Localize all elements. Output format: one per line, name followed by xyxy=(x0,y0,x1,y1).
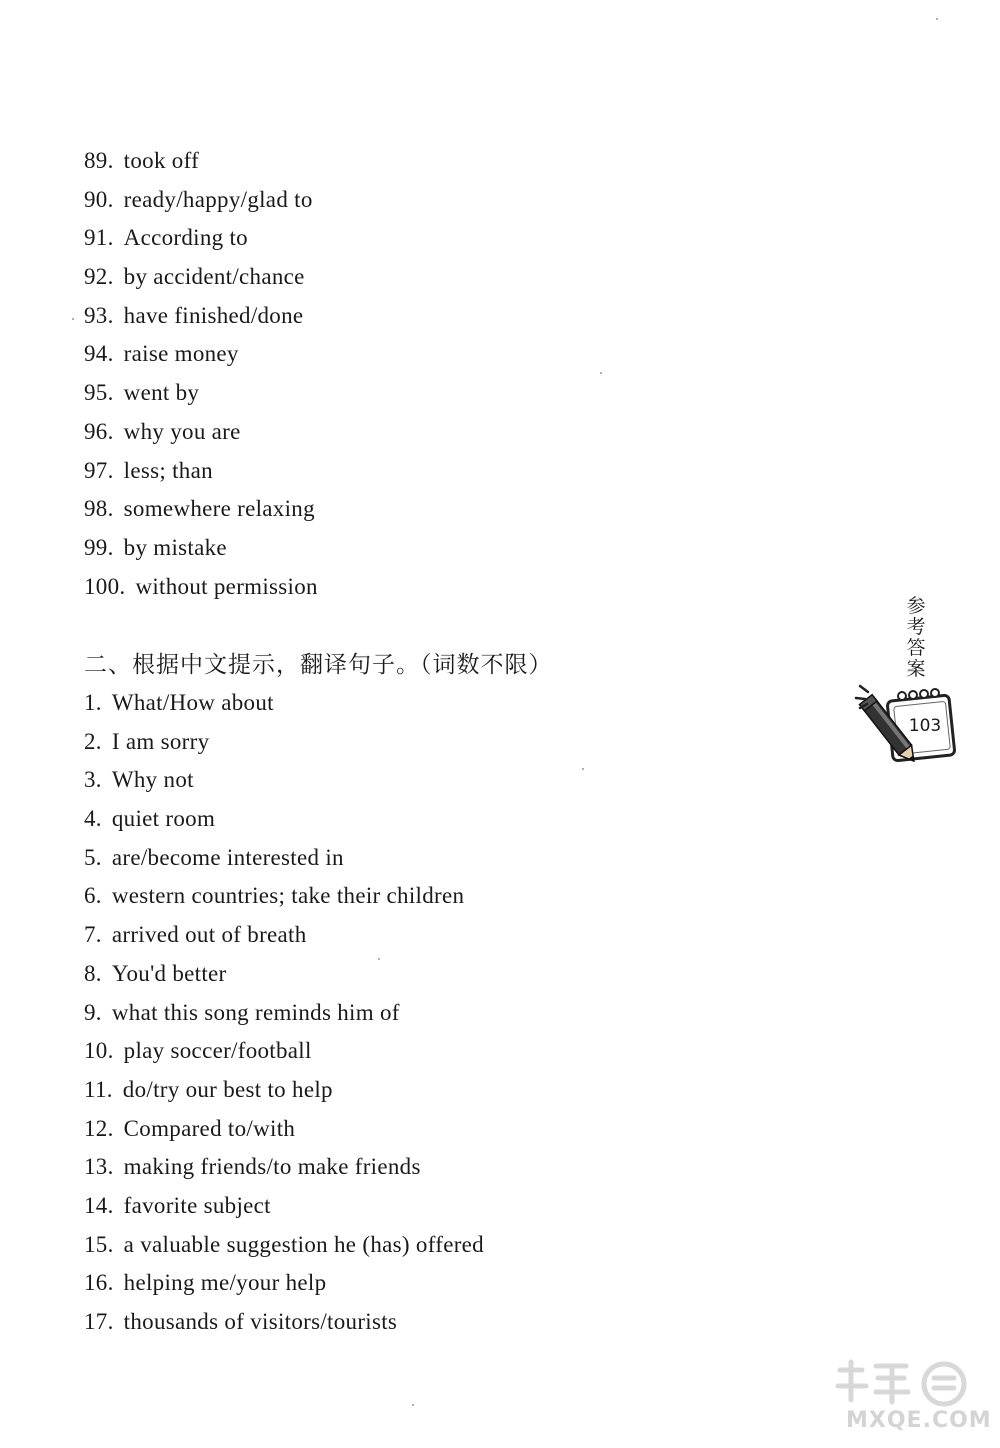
answer-text: arrived out of breath xyxy=(111,922,307,948)
page-number: 103 xyxy=(908,716,942,736)
answer-text: by accident/chance xyxy=(123,264,305,290)
answer-item xyxy=(84,142,318,181)
answer-item xyxy=(84,955,484,994)
answer-number: 10. xyxy=(84,1038,114,1064)
answer-text: ready/happy/glad to xyxy=(123,186,313,212)
answer-number: 96. xyxy=(84,418,114,444)
answer-number: 12. xyxy=(84,1115,114,1141)
answer-number: 8. xyxy=(84,960,102,986)
answer-item xyxy=(84,1032,484,1071)
answer-number: 15. xyxy=(84,1231,114,1257)
scan-speck xyxy=(936,18,938,20)
answer-item xyxy=(84,994,484,1033)
watermark-text: MXQE.COM xyxy=(846,1408,992,1433)
answer-text: Why not xyxy=(111,767,194,793)
scan-speck xyxy=(582,768,584,770)
answer-text: Compared to/with xyxy=(123,1115,296,1141)
answer-item xyxy=(84,219,318,258)
answer-item xyxy=(84,684,484,723)
answer-item xyxy=(84,335,318,374)
answer-text: went by xyxy=(123,380,200,406)
answer-item xyxy=(84,374,318,413)
answer-number: 16. xyxy=(84,1270,114,1296)
answer-text: without permission xyxy=(135,573,318,599)
answer-number: 14. xyxy=(84,1192,114,1218)
answer-item xyxy=(84,452,318,491)
answer-item xyxy=(84,297,318,336)
answer-number: 100. xyxy=(84,573,126,599)
answer-text: a valuable suggestion he (has) offered xyxy=(123,1231,484,1257)
answer-number: 17. xyxy=(84,1309,114,1334)
answer-text: do/try our best to help xyxy=(122,1076,333,1102)
answer-number: 5. xyxy=(84,844,102,870)
answer-item xyxy=(84,761,484,800)
answer-item xyxy=(84,1303,484,1342)
answer-text: play soccer/football xyxy=(123,1038,312,1064)
answer-item xyxy=(84,1264,484,1303)
answer-text: have finished/done xyxy=(123,302,304,328)
answer-number: 95. xyxy=(84,380,114,406)
answer-item xyxy=(84,1110,484,1149)
answer-item xyxy=(84,568,318,607)
answer-number: 93. xyxy=(84,302,114,328)
answer-item xyxy=(84,258,318,297)
answer-number: 92. xyxy=(84,264,114,290)
answer-text: raise money xyxy=(123,341,239,367)
answer-number: 97. xyxy=(84,457,114,483)
answer-text: making friends/to make friends xyxy=(123,1154,421,1180)
answer-number: 13. xyxy=(84,1154,114,1180)
answer-item xyxy=(84,181,318,220)
answer-number: 4. xyxy=(84,806,102,832)
answer-item xyxy=(84,490,318,529)
answer-text: what this song reminds him of xyxy=(111,999,400,1025)
answer-item xyxy=(84,529,318,568)
answer-text: helping me/your help xyxy=(123,1270,327,1296)
answer-item xyxy=(84,839,484,878)
answer-number: 7. xyxy=(84,922,102,948)
answer-text: western countries; take their children xyxy=(111,883,465,909)
reference-answer-label: 参考答案 xyxy=(906,595,926,680)
answer-item xyxy=(84,916,484,955)
scan-speck xyxy=(600,372,602,374)
answer-item xyxy=(84,1187,484,1226)
answer-number: 11. xyxy=(84,1076,113,1102)
answer-text: quiet room xyxy=(111,806,216,832)
answer-item xyxy=(84,877,484,916)
answer-text: are/become interested in xyxy=(111,844,344,870)
answer-number: 6. xyxy=(84,883,102,909)
answer-item xyxy=(84,723,484,762)
answer-text: less; than xyxy=(123,457,213,483)
answer-item xyxy=(84,1226,484,1265)
section-heading: 二、根据中文提示，翻译句子。（词数不限） xyxy=(84,652,553,678)
answer-number: 1. xyxy=(84,690,102,715)
answer-list-translation xyxy=(84,684,484,1342)
answer-text: thousands of visitors/tourists xyxy=(123,1309,398,1334)
scan-speck xyxy=(412,1404,414,1406)
answer-item xyxy=(84,800,484,839)
answer-text: What/How about xyxy=(111,690,274,715)
answer-item xyxy=(84,1148,484,1187)
answer-item xyxy=(84,413,318,452)
answer-text: by mistake xyxy=(123,534,227,560)
answer-item xyxy=(84,1071,484,1110)
answer-number: 90. xyxy=(84,186,114,212)
answer-number: 98. xyxy=(84,496,114,522)
answer-number: 94. xyxy=(84,341,114,367)
answer-text: According to xyxy=(123,225,248,251)
answer-text: took off xyxy=(123,148,200,173)
answer-text: favorite subject xyxy=(123,1192,271,1218)
answer-text: You'd better xyxy=(111,960,227,986)
scan-speck xyxy=(72,318,74,320)
answer-number: 91. xyxy=(84,225,114,251)
answer-text: somewhere relaxing xyxy=(123,496,315,522)
answer-number: 99. xyxy=(84,534,114,560)
answer-number: 9. xyxy=(84,999,102,1025)
answer-text: why you are xyxy=(123,418,241,444)
answer-number: 89. xyxy=(84,148,114,173)
answer-number: 2. xyxy=(84,728,102,754)
answer-number: 3. xyxy=(84,767,102,793)
answer-text: I am sorry xyxy=(111,728,210,754)
answer-list-89-100 xyxy=(84,142,318,606)
scan-speck xyxy=(378,958,380,960)
